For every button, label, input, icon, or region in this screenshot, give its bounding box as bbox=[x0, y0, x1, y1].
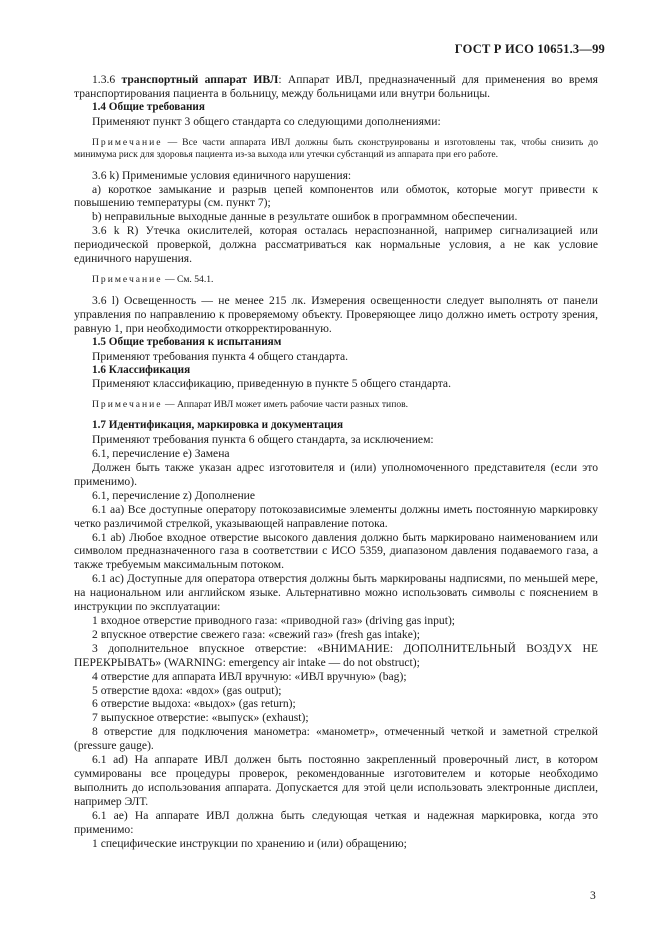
paragraph: Применяют требования пункта 6 общего стандарта, за исключением: bbox=[92, 433, 434, 447]
section-heading-1-6: 1.6 Классификация bbox=[92, 363, 191, 376]
note: Примечание — См. 54.1. bbox=[92, 273, 214, 285]
list-item: 1 входное отверстие приводного газа: «приводной газ» (driving gas input); bbox=[92, 614, 456, 627]
paragraph-1-3-6: 1.3.6 транспортный аппарат ИВЛ: Аппарат ИВЛ, предназначенный для применения во время транспортирования пациента в больницу, между больницами или внутри больницы. bbox=[74, 73, 598, 100]
paragraph: 3.6 k R) Утечка окислителей, которая осталась нераспознанной, например сигнализацией или периодической проверкой, должна рассматриваться как нормальные условия, а не как условие единичного нарушения. bbox=[74, 224, 598, 266]
list-item: 6 отверстие выдоха: «выдох» (gas return); bbox=[92, 697, 296, 711]
paragraph: 1 специфические инструкции по хранению и (или) обращению; bbox=[92, 836, 407, 850]
page-content bbox=[74, 73, 598, 850]
paragraph: 6.1 ad) На аппарате ИВЛ должен быть постоянно закрепленный проверочный лист, в котором суммированы все процедуры проверок, рекомендованные изготовителем и которые необходимо выполнить до использования аппарата. Допускается для этой цели использовать электронные дисплеи, например ЭЛТ. bbox=[74, 753, 598, 808]
list-item: 2 впускное отверстие свежего газа: «свежий газ» (fresh gas intake); bbox=[92, 627, 420, 641]
section-heading-1-4: 1.4 Общие требования bbox=[92, 100, 205, 113]
note: Примечание — Аппарат ИВЛ может иметь рабочие части разных типов. bbox=[92, 399, 409, 411]
paragraph: 6.1, перечисление е) Замена bbox=[92, 447, 230, 461]
paragraph: 6.1 ab) Любое входное отверстие высокого давления должно быть маркировано наименованием или символом предназначенного газа в соответствии с ИСО 5359, диапазоном давления подаваемого газа, а также требуемым максимальным потоком. bbox=[74, 530, 598, 572]
paragraph: 6.1, перечисление z) Дополнение bbox=[92, 488, 256, 502]
paragraph: 6.1 аа) Все доступные оператору потокозависимые элементы должны иметь постоянную маркировку четко различимой стрелкой, указывающей направление потока. bbox=[74, 502, 598, 530]
list-item: 5 отверстие вдоха: «вдох» (gas output); bbox=[92, 683, 282, 697]
paragraph: Применяют пункт 3 общего стандарта со следующими дополнениями: bbox=[92, 114, 441, 128]
paragraph: 3.6 k) Применимые условия единичного нарушения: bbox=[92, 168, 352, 182]
paragraph: 6.1 ас) Доступные для оператора отверстия должны быть маркированы надписями, по меньшей мере, на национальном или английском языке. Альтернативно можно использовать символы с пояснением в инструкции по эксплуатации: bbox=[74, 572, 598, 614]
list-item: 8 отверстие для подключения манометра: «манометр», отмеченный четкой и заметной стрелкой (pressure gauge). bbox=[74, 725, 598, 753]
list-item: 4 отверстие для аппарата ИВЛ вручную: «ИВЛ вручную» (bag); bbox=[92, 669, 407, 683]
paragraph: Применяют требования пункта 4 общего стандарта. bbox=[92, 349, 349, 363]
note: Примечание — Все части аппарата ИВЛ должны быть сконструированы и изготовлены так, чтобы снизить до минимума риск для здоровья пациента из-за выхода или утечки субстанций из аппарата при его работе. bbox=[74, 136, 598, 160]
document-id: ГОСТ Р ИСО 10651.3—99 bbox=[454, 42, 605, 56]
list-item: 3 дополнительное впускное отверстие: «ВНИМАНИЕ: ДОПОЛНИТЕЛЬНЫЙ ВОЗДУХ НЕ ПЕРЕКРЫВАТЬ» (WARNING: emergency air intake — do not obstruct); bbox=[74, 641, 598, 669]
paragraph: а) короткое замыкание и разрыв цепей компонентов или обмоток, которые могут привести к повышению температуры (см. пункт 7); bbox=[74, 182, 598, 210]
section-heading-1-7: 1.7 Идентификация, маркировка и документация bbox=[92, 419, 344, 432]
page-number: 3 bbox=[590, 889, 596, 902]
section-heading-1-5: 1.5 Общие требования к испытаниям bbox=[92, 335, 282, 348]
paragraph: 3.6 l) Освещенность — не менее 215 лк. Измерения освещенности следует выполнять от панели управления по направлению к проверяемому объекту. Проверяющее лицо должно иметь остроту зрения, равную 1, при необходимости откорректированную. bbox=[74, 293, 598, 335]
list-item: 7 выпускное отверстие: «выпуск» (exhaust); bbox=[92, 711, 309, 725]
paragraph: b) неправильные выходные данные в результате ошибок в программном обеспечении. bbox=[92, 210, 518, 224]
paragraph: Должен быть также указан адрес изготовителя и (или) уполномоченного представителя (если это применимо). bbox=[74, 461, 598, 488]
paragraph: 6.1 ае) На аппарате ИВЛ должна быть следующая четкая и надежная маркировка, когда это применимо: bbox=[74, 808, 598, 836]
term-transport-ventilator: транспортный аппарат ИВЛ bbox=[121, 73, 279, 86]
paragraph: Применяют классификацию, приведенную в пункте 5 общего стандарта. bbox=[92, 377, 451, 391]
